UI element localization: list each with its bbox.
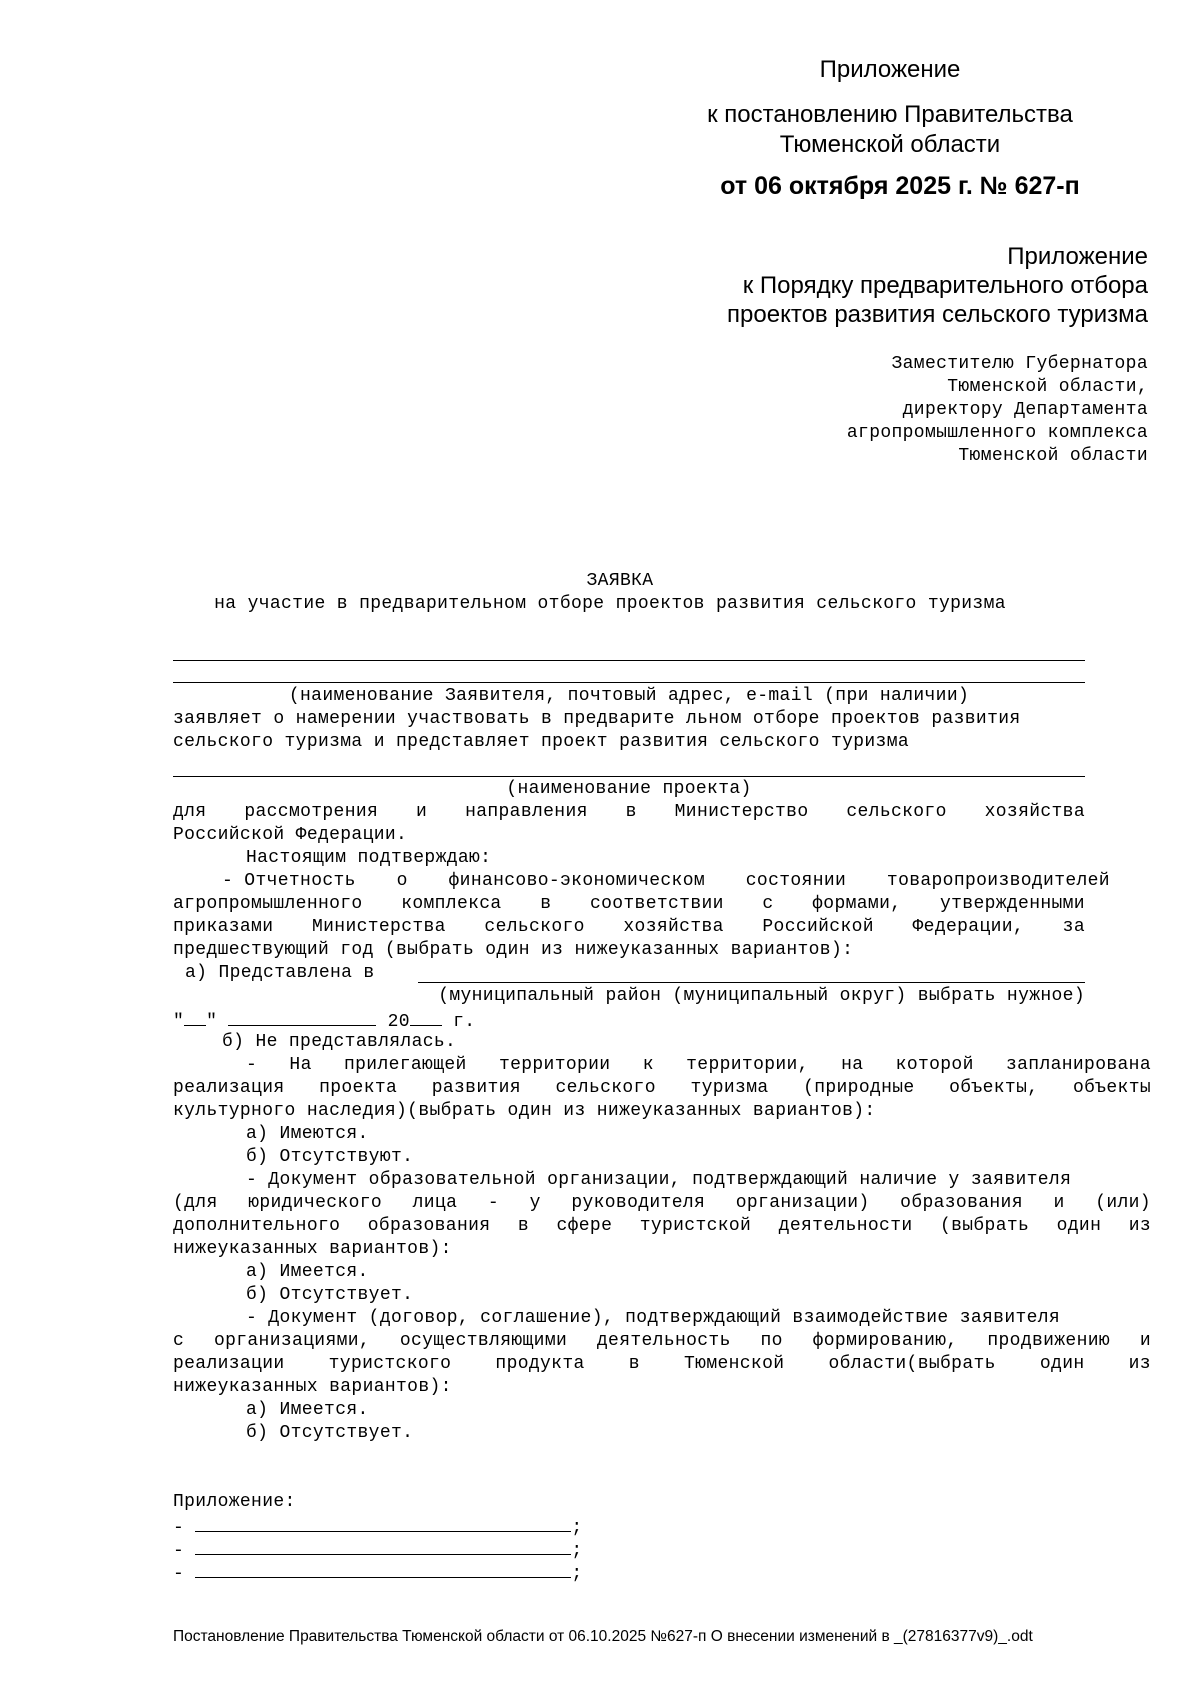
word: деятельности: [778, 1216, 913, 1236]
word: в: [540, 894, 552, 914]
word: юридического: [248, 1193, 383, 1213]
word: организациями,: [213, 1331, 371, 1351]
addressee-line: агропромышленного комплекса: [846, 423, 1148, 443]
word: из: [1128, 1354, 1151, 1374]
resolution-number: от 06 октября 2025 г. № 627-п: [720, 172, 1080, 200]
word: продвижению: [987, 1331, 1111, 1351]
word: сфере: [556, 1216, 613, 1236]
word: из: [1128, 1216, 1151, 1236]
applicant-caption: (наименование Заявителя, почтовый адрес, e-mail (при наличии): [288, 686, 970, 706]
word: организации): [735, 1193, 870, 1213]
word: на: [841, 1055, 864, 1075]
word: у: [529, 1193, 541, 1213]
word: сельского: [555, 1078, 656, 1098]
word: и: [416, 802, 428, 822]
item4-line-4: нижеуказанных вариантов):: [173, 1377, 452, 1397]
word: туристского: [328, 1354, 452, 1374]
document-subtitle: на участие в предварительном отборе проектов развития сельского туризма: [214, 594, 1006, 614]
word: туризма: [690, 1078, 769, 1098]
word: территории: [498, 1055, 611, 1075]
word: образования: [900, 1193, 1023, 1213]
word: состоянии: [745, 871, 847, 891]
purpose-line-2: Российской Федерации.: [173, 825, 408, 845]
item4-line-1: - Документ (договор, соглашение), подтверждающий взаимодействие заявителя: [246, 1308, 1061, 1328]
item2-line-3: культурного наследия)(выбрать один из нижеуказанных вариантов):: [173, 1101, 876, 1121]
word: комплекса: [401, 894, 502, 914]
declare-line-2: сельского туризма и представляет проект развития сельского туризма: [173, 732, 910, 752]
item2-line-2: [173, 1077, 1151, 1100]
applicant-line-2: [173, 682, 1085, 683]
purpose-line-1: [173, 801, 1085, 824]
word: -: [487, 1193, 499, 1213]
word: На: [289, 1055, 312, 1075]
date-year-blank: [410, 1008, 442, 1026]
confirm-line: Настоящим подтверждаю:: [246, 848, 492, 868]
word: лица: [412, 1193, 458, 1213]
resolution-line-2: Тюменской области: [779, 131, 1001, 158]
word: туристской: [639, 1216, 752, 1236]
word: сельского: [484, 917, 585, 937]
word: территории,: [686, 1055, 809, 1075]
word: (выбрать: [939, 1216, 1030, 1236]
word: хозяйства: [623, 917, 724, 937]
item1-line-3: [173, 916, 1085, 939]
order-line-1: к Порядку предварительного отбора: [742, 272, 1148, 299]
word: в: [517, 1216, 530, 1236]
item3-option-b: б) Отсутствует.: [246, 1285, 414, 1305]
addressee-line: директору Департамента: [902, 400, 1148, 420]
item1-line-2: [173, 893, 1085, 916]
date-day-blank: [184, 1008, 206, 1026]
addressee-line: Заместителю Губернатора: [891, 354, 1148, 374]
word: сельского: [846, 802, 947, 822]
attachment-blank: [195, 1560, 571, 1578]
document-title: ЗАЯВКА: [586, 571, 654, 591]
item1-option-a: а) Представлена в: [185, 963, 375, 983]
attachment-end: ;: [571, 1518, 583, 1538]
item4-option-b: б) Отсутствует.: [246, 1423, 414, 1443]
word: с: [173, 1331, 185, 1351]
date-suffix: г.: [453, 1012, 476, 1032]
word: деятельность: [596, 1331, 731, 1351]
item2-option-b: б) Отсутствуют.: [246, 1147, 414, 1167]
date-quote-open: ": [173, 1012, 185, 1032]
item1-option-b: б) Не представлялась.: [222, 1032, 457, 1052]
word: утвержденными: [939, 894, 1085, 914]
word: осуществляющими: [399, 1331, 568, 1351]
word: Министерства: [311, 917, 446, 937]
word: (для: [173, 1193, 218, 1213]
word: с: [762, 894, 774, 914]
attachment-blank: [195, 1514, 571, 1532]
word: Российской: [762, 917, 874, 937]
attachment-end: ;: [571, 1541, 583, 1561]
item3-line-2: [173, 1192, 1151, 1215]
word: формами,: [812, 894, 902, 914]
word: продукта: [495, 1354, 585, 1374]
word: приказами: [173, 917, 274, 937]
project-name-line: [173, 776, 1085, 777]
item3-option-a: а) Имеется.: [246, 1262, 369, 1282]
declare-line-1: заявляет о намерении участвовать в предварите льном отборе проектов развития: [173, 709, 1021, 729]
word: за: [1062, 917, 1085, 937]
date-year: 20: [387, 1012, 410, 1032]
word: в: [628, 1354, 640, 1374]
item3-line-4: нижеуказанных вариантов):: [173, 1239, 452, 1259]
addressee-line: Тюменской области: [958, 446, 1148, 466]
word: Тюменской: [684, 1354, 785, 1374]
word: развития: [431, 1078, 521, 1098]
word: (или): [1095, 1193, 1151, 1213]
word: в: [625, 802, 637, 822]
attachment-row: [173, 1560, 582, 1586]
item4-option-a: а) Имеется.: [246, 1400, 369, 1420]
word: области(выбрать: [828, 1354, 996, 1374]
item4-line-3: [173, 1353, 1151, 1376]
footer-text: Постановление Правительства Тюменской области от 06.10.2025 №627-п О внесении изменений в _(27816377v9)_.odt: [173, 1628, 1033, 1645]
word: проекта: [319, 1078, 398, 1098]
word: образования: [367, 1216, 491, 1236]
word: и: [1139, 1331, 1151, 1351]
attachment-dash: -: [173, 1564, 185, 1584]
word: товаропроизводителей: [886, 871, 1110, 891]
municipal-caption: (муниципальный район (муниципальный округ) выбрать нужное): [438, 986, 1085, 1006]
word: объекты: [1072, 1078, 1151, 1098]
word: реализации: [173, 1354, 285, 1374]
item1-line-1: [222, 870, 1110, 893]
municipal-line: [418, 982, 1085, 983]
applicant-line-1: [173, 660, 1085, 661]
word: хозяйства: [984, 802, 1085, 822]
item4-line-2: [173, 1330, 1151, 1353]
word: дополнительного: [173, 1216, 341, 1236]
word: соответствии: [589, 894, 724, 914]
appendix-title: Приложение: [819, 56, 961, 83]
word: реализация: [173, 1078, 285, 1098]
project-caption: (наименование проекта): [506, 779, 752, 799]
word: прилегающей: [344, 1055, 467, 1075]
date-quote-close: ": [206, 1012, 218, 1032]
word: направления: [465, 802, 588, 822]
word: финансово-экономическом: [448, 871, 706, 891]
item1-line-4: предшествующий год (выбрать один из нижеуказанных вариантов):: [173, 940, 854, 960]
word: - Отчетность: [222, 871, 356, 891]
item3-line-3: [173, 1215, 1151, 1238]
attachment-dash: -: [173, 1518, 185, 1538]
item2-line-1: [246, 1054, 1151, 1077]
word: которой: [895, 1055, 974, 1075]
word: запланирована: [1006, 1055, 1151, 1075]
resolution-line-1: к постановлению Правительства: [707, 101, 1073, 128]
date-month-blank: [228, 1008, 376, 1026]
word: руководителя: [571, 1193, 706, 1213]
attachment-dash: -: [173, 1541, 185, 1561]
word: для: [173, 802, 207, 822]
word: о: [396, 871, 408, 891]
item3-line-1: - Документ образовательной организации, подтверждающий наличие у заявителя: [246, 1170, 1072, 1190]
attachment-blank: [195, 1537, 571, 1555]
word: рассмотрения: [244, 802, 379, 822]
word: объекты,: [949, 1078, 1039, 1098]
word: один: [1056, 1216, 1102, 1236]
attachments-title: Приложение:: [173, 1492, 296, 1512]
word: к: [642, 1055, 654, 1075]
word: -: [246, 1055, 258, 1075]
word: агропромышленного: [173, 894, 363, 914]
order-line-2: проектов развития сельского туризма: [727, 301, 1148, 328]
word: (природные: [803, 1078, 915, 1098]
item2-option-a: а) Имеются.: [246, 1124, 369, 1144]
order-appendix-title: Приложение: [1007, 243, 1148, 270]
word: Федерации,: [912, 917, 1025, 937]
word: по: [760, 1331, 783, 1351]
word: и: [1053, 1193, 1065, 1213]
word: формированию,: [812, 1331, 958, 1351]
word: Министерство: [674, 802, 809, 822]
word: один: [1039, 1354, 1085, 1374]
attachment-end: ;: [571, 1564, 583, 1584]
addressee-line: Тюменской области,: [947, 377, 1148, 397]
